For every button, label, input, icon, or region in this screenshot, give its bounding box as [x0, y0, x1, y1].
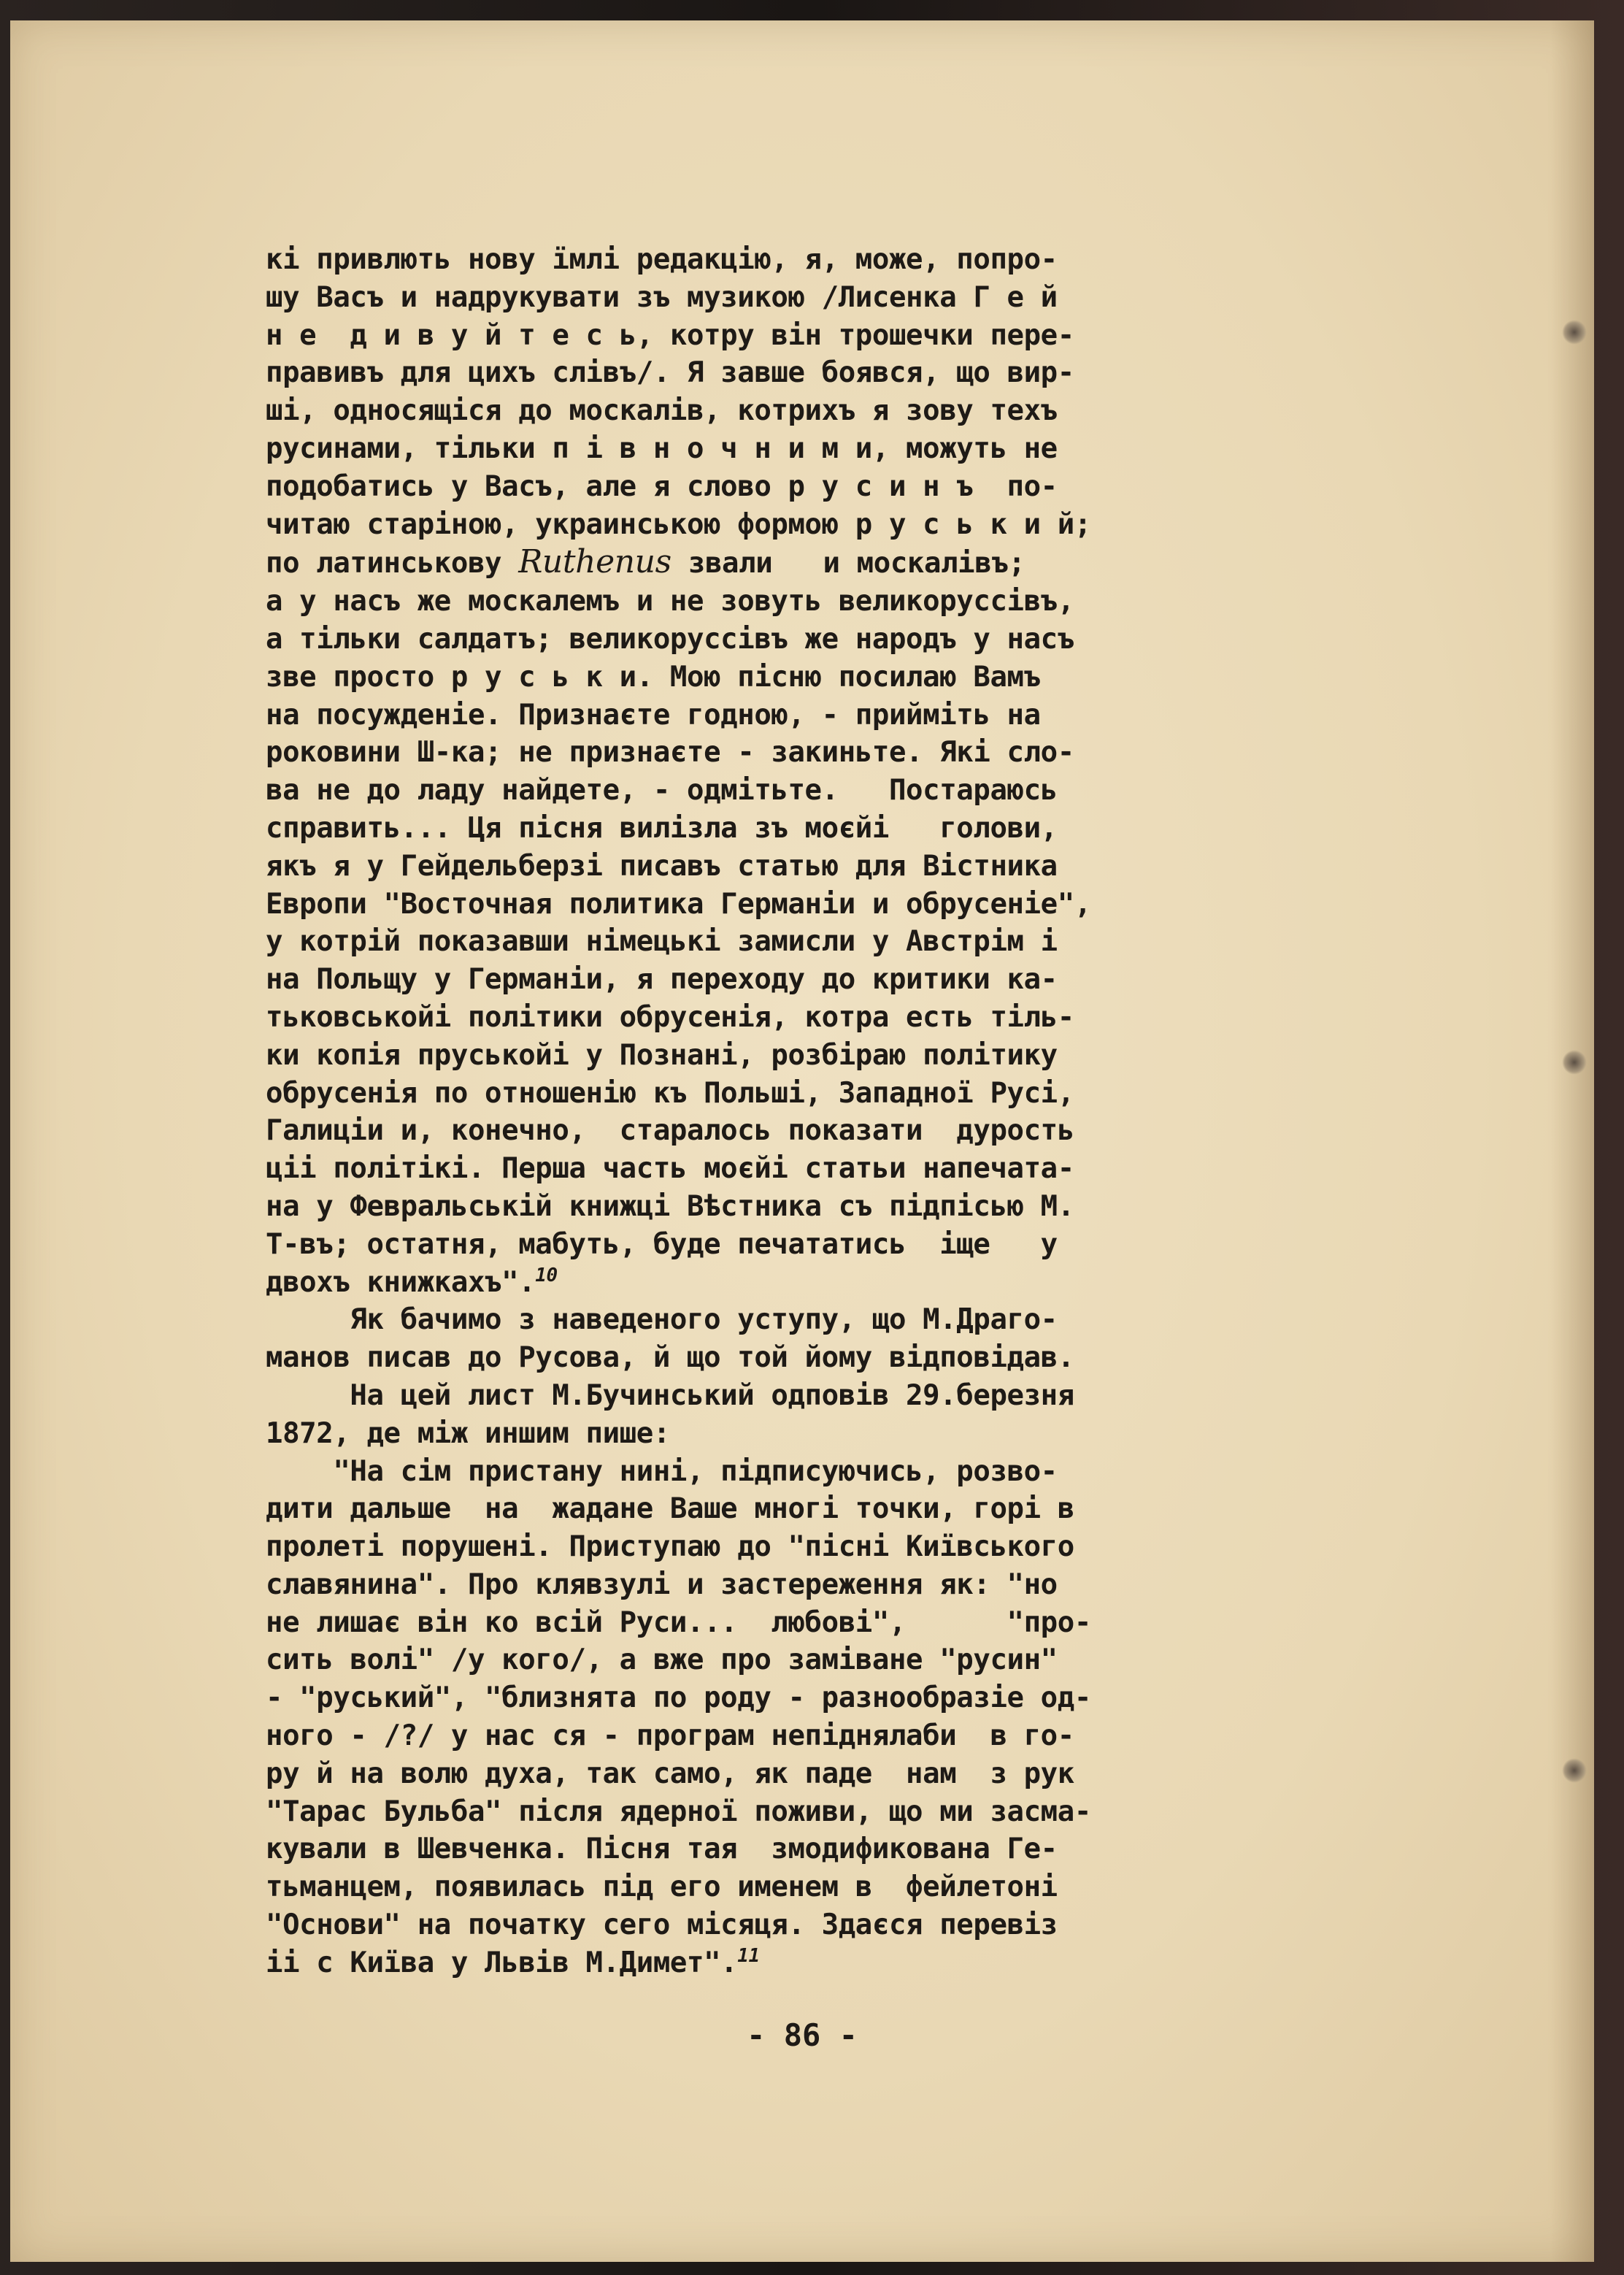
text-line: На цей лист М.Бучинський одповів 29.березня [266, 1378, 1074, 1412]
text-line: ціі політікі. Перша часть моєйі статьи напечата- [266, 1152, 1074, 1186]
text-line: "Тарас Бульба" після ядерної поживи, що ми засма- [266, 1795, 1091, 1828]
page-number: - 86 - [747, 2017, 858, 2053]
text-line: кували в Шевченка. Пісня тая змодификована Ге- [266, 1833, 1058, 1866]
text-line: ва не до ладу найдете, - одмітьте. Постараюсь [266, 774, 1058, 807]
footnote-marker: 11 [737, 1944, 760, 1967]
text-line: роковини Ш-ка; не признаєте - закиньте. Які сло- [266, 736, 1074, 770]
text-line: славянина". Про клявзулі и застереження як: "но [266, 1568, 1058, 1601]
text-line: на у Февральській книжці Вѣстника съ підпісью М. [266, 1189, 1074, 1223]
binding-hole-icon [1562, 1758, 1587, 1783]
text-line: Як бачимо з наведеного уступу, що М.Драго- [266, 1303, 1058, 1337]
text-line: манов писав до Русова, й що той йому відповідав. [266, 1341, 1074, 1375]
text-line: на Польщу у Германіи, я переходу до критики ка- [266, 963, 1058, 997]
text-line: дити дальше на жадане Ваше многі точки, горі в [266, 1492, 1074, 1526]
text-line: на посужденіе. Признаєте годною, - прийміть на [266, 698, 1041, 732]
text-line: по латинськову Ruthenus звали и москалівъ; [266, 543, 1025, 581]
text-line: Т-въ; остатня, мабуть, буде печататись іще у [266, 1227, 1058, 1261]
text-line: русинами, тільки п і в н о ч н и м и, можуть не [266, 431, 1058, 465]
text-line: у котрій показавши німецькі замисли у Австрім і [266, 925, 1058, 959]
text-line: - "руський", "близнята по роду - разнообразіе од- [266, 1681, 1091, 1715]
text-line: ші, односящіся до москалів, котрихъ я зову техъ [266, 394, 1058, 428]
footnote-marker: 10 [535, 1264, 558, 1286]
book-page [10, 20, 1594, 2262]
page-edge-shadow [1550, 20, 1594, 2262]
text-line: ру й на волю духа, так само, як паде нам з рук [266, 1757, 1074, 1790]
text-line: зве просто р у с ь к и. Мою пісню посилаю Вамъ [266, 660, 1041, 694]
text-line: а тільки салдатъ; великоруссівъ же народъ у насъ [266, 622, 1074, 656]
text-line: пролеті порушені. Приступаю до "пісні Київського [266, 1530, 1074, 1564]
text-line: ки копія пруськойі у Познані, розбіраю політику [266, 1038, 1058, 1072]
body-text [266, 241, 1433, 1982]
text-line: кі привлють нову їмлі редакцію, я, може, попро- [266, 243, 1058, 276]
text-line: Галиціи и, конечно, старалось показати дурость [266, 1114, 1074, 1148]
binding-hole-icon [1562, 320, 1587, 345]
text-line: обрусенія по отношенію къ Польші, Западної Русі, [266, 1076, 1074, 1110]
text-line: "Основи" на початку сего місяця. Здаєся перевіз [266, 1908, 1058, 1942]
text-line: подобатись у Васъ, але я слово р у с и н ъ по- [266, 469, 1058, 503]
text-line: тьковськойі політики обрусенія, котра есть тіль- [266, 1000, 1074, 1034]
text-line: Европи "Восточная политика Германіи и обрусеніе", [266, 887, 1091, 921]
text-line: 1872, де між иншим пише: [266, 1416, 670, 1450]
text-line: читаю старіною, украинською формою р у с ь к и й; [266, 507, 1091, 541]
text-line: справить... Ця пісня вилізла зъ моєйі голови, [266, 811, 1058, 845]
text-line: якъ я у Гейдельберзі писавъ статью для Вістника [266, 849, 1058, 883]
binding-hole-icon [1562, 1050, 1587, 1075]
text-line: двохъ книжкахъ".$^{10}$ [266, 1264, 558, 1299]
text-line: сить волі" /у кого/, а вже про заміване "русин" [266, 1643, 1058, 1677]
text-line: тьманцем, появилась під его именем в фейлетоні [266, 1871, 1058, 1904]
text-line: а у насъ же москалемъ и не зовуть великоруссівъ, [266, 585, 1074, 618]
text-line: правивъ для цихъ слівъ/. Я завше боявся, що вир- [266, 356, 1074, 390]
text-line: шу Васъ и надрукувати зъ музикою /Лисенка Г е й [266, 280, 1058, 314]
text-line: не лишає він ко всій Руси... любові", "про- [266, 1605, 1091, 1639]
text-line: іі с Київа у Львів М.Димет".$^{11}$ [266, 1944, 760, 1979]
text-line: "На сім пристану нині, підписуючись, розво- [266, 1454, 1058, 1488]
text-line: н е д и в у й т е с ь, котру він трошечки пере- [266, 318, 1074, 352]
latin-word: Ruthenus [518, 543, 671, 581]
text-line: ного - /?/ у нас ся - програм непіднялаби в го- [266, 1719, 1074, 1753]
